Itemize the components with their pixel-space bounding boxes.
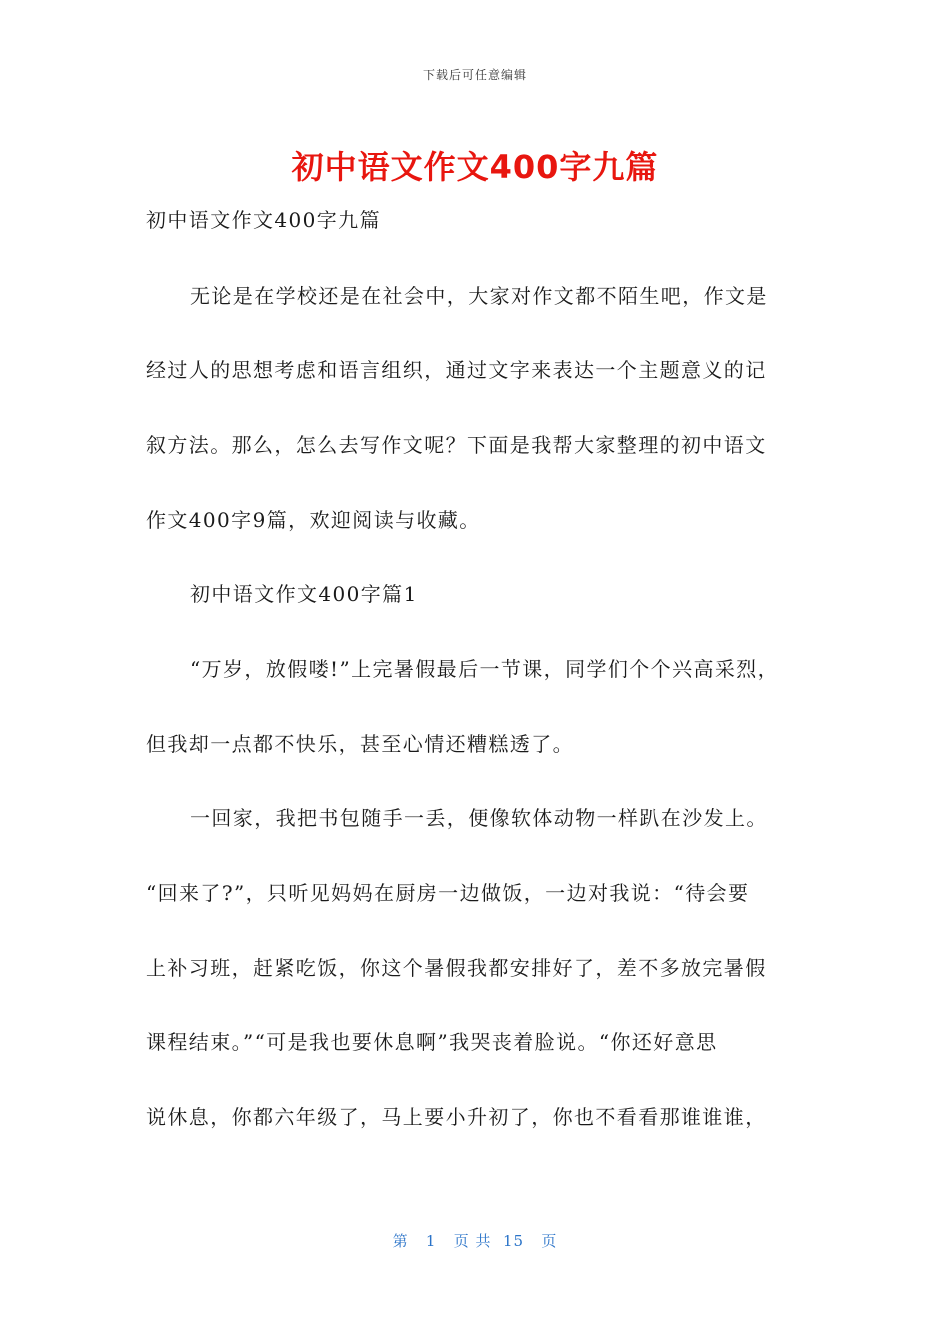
body-line: 叙方法。那么，怎么去写作文呢？下面是我帮大家整理的初中语文 [146, 433, 767, 457]
body-line: 无论是在学校还是在社会中，大家对作文都不陌生吧，作文是 [190, 284, 768, 308]
document-title: 初中语文作文400字九篇 [291, 148, 659, 186]
body-line: 经过人的思想考虑和语言组织，通过文字来表达一个主题意义的记 [146, 358, 767, 382]
body-line: 课程结束。”“可是我也要休息啊”我哭丧着脸说。“你还好意思 [146, 1030, 718, 1054]
body-line: “回来了?”，只听见妈妈在厨房一边做饭，一边对我说：“待会要 [146, 881, 750, 905]
subtitle-line: 初中语文作文400字九篇 [146, 208, 381, 232]
body-line: 一回家，我把书包随手一丢，便像软体动物一样趴在沙发上。 [190, 806, 768, 830]
body-line: 但我却一点都不快乐，甚至心情还糟糕透了。 [146, 732, 574, 756]
body-line: 上补习班，赶紧吃饭，你这个暑假我都安排好了，差不多放完暑假 [146, 956, 767, 980]
section-heading: 初中语文作文400字篇1 [190, 582, 418, 606]
body-line: 说休息，你都六年级了，马上要小升初了，你也不看看那谁谁谁， [146, 1105, 767, 1129]
body-line: 作文400字9篇，欢迎阅读与收藏。 [146, 508, 481, 532]
body-line: “万岁，放假喽!”上完暑假最后一节课，同学们个个兴高采烈， [190, 657, 780, 681]
page-footer: 第 1 页 共 15 页 [392, 1232, 558, 1250]
header-note: 下载后可任意编辑 [422, 68, 527, 82]
